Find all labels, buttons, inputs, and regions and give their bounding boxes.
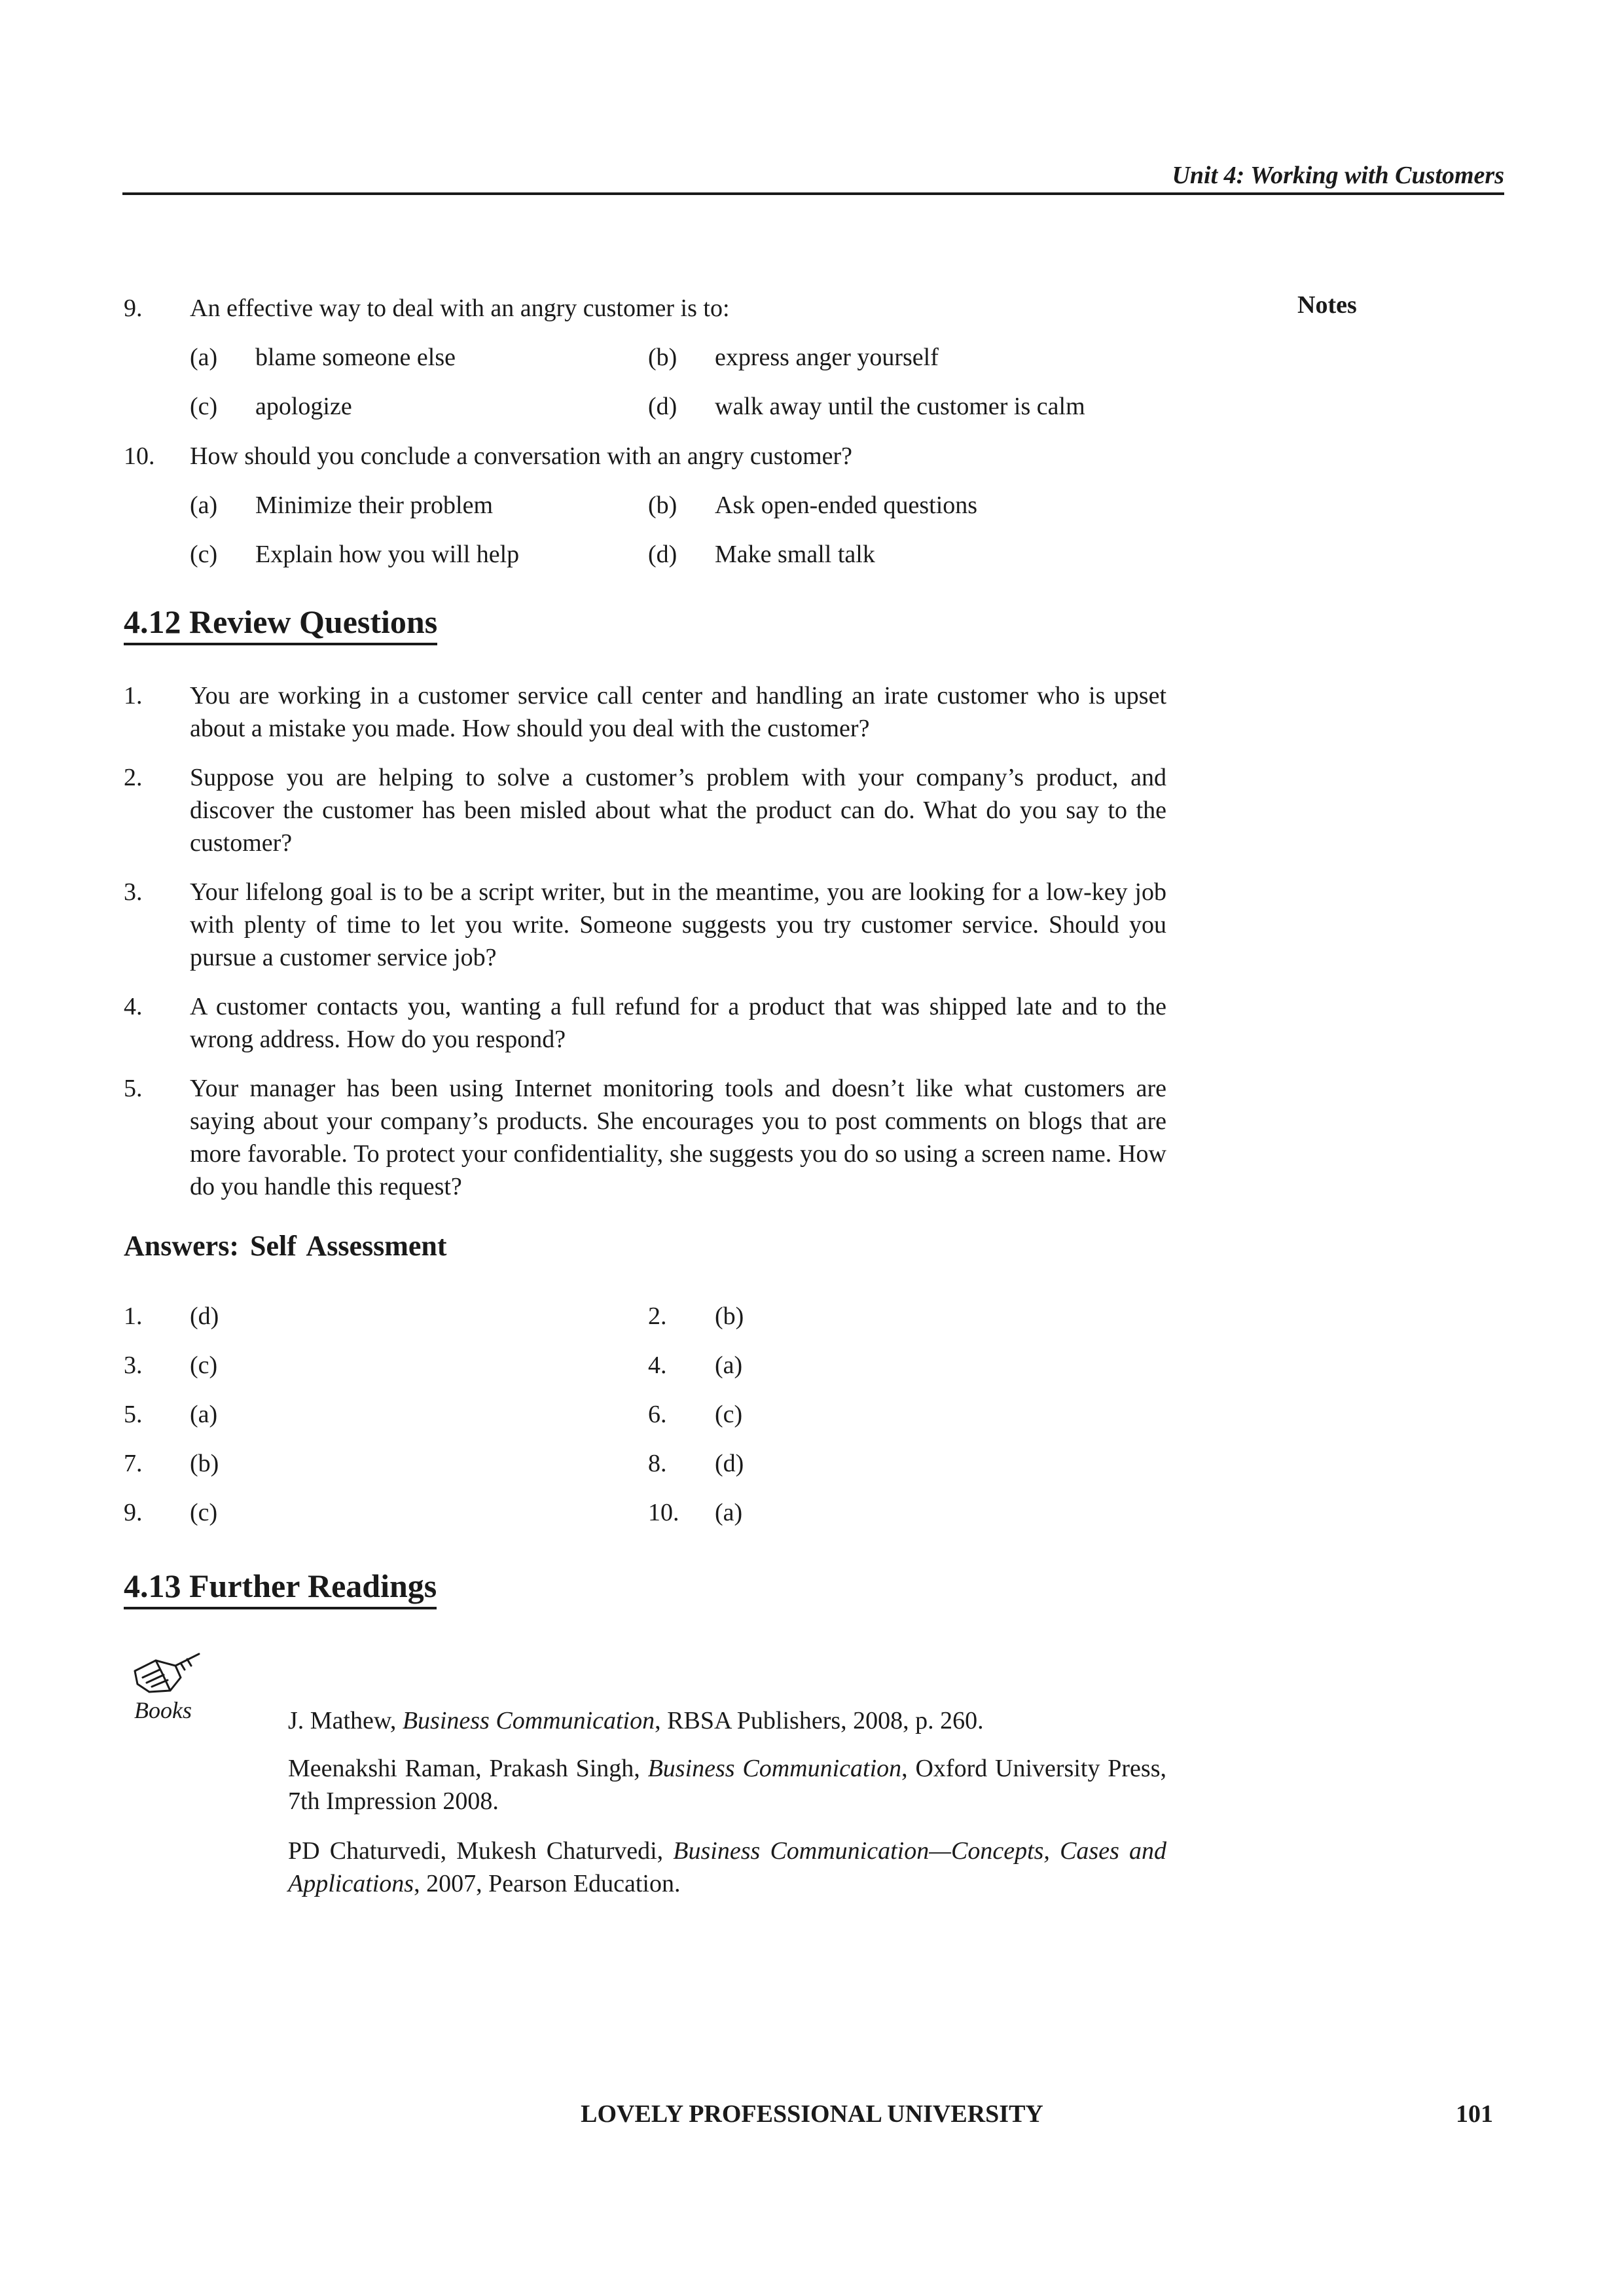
reference-publisher: , 2007, Pearson Education.	[414, 1870, 681, 1897]
option-key: (b)	[648, 344, 677, 371]
option-key: (b)	[648, 492, 677, 519]
reference-authors: J. Mathew,	[288, 1707, 403, 1734]
reference-entry	[288, 1835, 1166, 1900]
answer-value: (b)	[190, 1450, 219, 1477]
answer-number: 7.	[124, 1450, 143, 1477]
review-item-number: 4.	[124, 993, 143, 1020]
answer-row	[0, 1349, 1624, 1382]
answer-number: 2.	[648, 1302, 667, 1330]
question-number: 9.	[124, 295, 143, 322]
mcq-options-row	[0, 538, 1624, 571]
review-item-number: 3.	[124, 878, 143, 906]
review-item-text: You are working in a customer service call center and handling an irate customer who is upset about a mistake you made. How should you deal with the customer?	[190, 682, 1166, 742]
reference-title: Business Communication	[647, 1755, 902, 1782]
page-number: 101	[1456, 2100, 1493, 2128]
mcq-options-row	[0, 390, 1624, 423]
answer-row	[0, 1300, 1624, 1333]
answer-value: (a)	[715, 1499, 743, 1526]
books-label: Books	[134, 1697, 192, 1723]
answer-number: 1.	[124, 1302, 143, 1330]
header-rule	[122, 192, 1504, 195]
option-text: Minimize their problem	[255, 492, 494, 519]
answer-number: 6.	[648, 1401, 667, 1428]
answer-number: 4.	[648, 1352, 667, 1379]
answer-number: 8.	[648, 1450, 667, 1477]
option-key: (d)	[648, 541, 677, 568]
option-text: Explain how you will help	[255, 541, 520, 568]
option-key: (c)	[190, 393, 218, 420]
option-text: walk away until the customer is calm	[715, 393, 1085, 420]
answer-value: (c)	[190, 1499, 218, 1526]
books-hand-icon	[130, 1651, 205, 1704]
question-number: 10.	[124, 442, 155, 470]
review-item-text: Your lifelong goal is to be a script writer, but in the meantime, you are looking for a low-key job with plenty of time to let you write. Someone suggests you try customer service. Should you pursue a customer service job?	[190, 878, 1166, 971]
reference-publisher: , RBSA Publishers, 2008, p. 260.	[655, 1707, 984, 1734]
running-header: Unit 4: Working with Customers	[1172, 162, 1504, 189]
reference-title: Business Communication	[402, 1707, 655, 1734]
question-text: How should you conclude a conversation with an angry customer?	[190, 442, 853, 470]
answer-value: (d)	[190, 1302, 219, 1330]
option-key: (a)	[190, 492, 218, 519]
option-key: (c)	[190, 541, 218, 568]
answer-number: 3.	[124, 1352, 143, 1379]
reference-entry	[288, 1752, 1166, 1818]
option-text: blame someone else	[255, 344, 456, 371]
mcq-options-row	[0, 341, 1624, 374]
answer-value: (d)	[715, 1450, 744, 1477]
answer-row	[0, 1447, 1624, 1480]
review-item-text: Suppose you are helping to solve a customer’s problem with your company’s product, and discover the customer has been misled about what the product can do. What do you say to the customer?	[190, 764, 1166, 857]
answer-number: 9.	[124, 1499, 143, 1526]
answers-heading: Answers: Self Assessment	[124, 1230, 447, 1262]
mcq-question	[0, 292, 1624, 325]
review-item-text: Your manager has been using Internet monitoring tools and doesn’t like what customers are saying about your company’s products. She encourages you to post comments on blogs that are more favorable. To protect your confidentiality, she suggests you do so using a screen name. How do you handle this request?	[190, 1075, 1166, 1200]
review-item-number: 1.	[124, 682, 143, 709]
answer-value: (a)	[715, 1352, 743, 1379]
answer-row	[0, 1496, 1624, 1529]
reference-publisher: , Oxford University Press, 7th Impression 2008.	[288, 1755, 1166, 1815]
reference-title: Business Communication—Concepts, Cases and Applications	[288, 1837, 1166, 1897]
notes-margin-label: Notes	[1297, 291, 1357, 319]
reference-entry	[288, 1704, 1166, 1737]
answer-value: (a)	[190, 1401, 218, 1428]
option-text: express anger yourself	[715, 344, 939, 371]
review-item-text: A customer contacts you, wanting a full refund for a product that was shipped late and to the wrong address. How do you respond?	[190, 993, 1166, 1053]
review-item-number: 2.	[124, 764, 143, 791]
option-key: (a)	[190, 344, 218, 371]
option-text: Make small talk	[715, 541, 875, 568]
option-text: apologize	[255, 393, 352, 420]
mcq-options-row	[0, 489, 1624, 522]
question-text: An effective way to deal with an angry customer is to:	[190, 295, 730, 322]
answer-value: (b)	[715, 1302, 744, 1330]
answer-number: 5.	[124, 1401, 143, 1428]
mcq-question	[0, 440, 1624, 473]
section-heading-further-readings: 4.13 Further Readings	[124, 1566, 437, 1609]
footer-university: LOVELY PROFESSIONAL UNIVERSITY	[581, 2100, 1043, 2128]
answer-value: (c)	[190, 1352, 218, 1379]
answer-row	[0, 1398, 1624, 1431]
section-heading-review: 4.12 Review Questions	[124, 602, 437, 645]
answer-value: (c)	[715, 1401, 743, 1428]
option-key: (d)	[648, 393, 677, 420]
option-text: Ask open-ended questions	[715, 492, 978, 519]
review-item-number: 5.	[124, 1075, 143, 1102]
answer-number: 10.	[648, 1499, 679, 1526]
reference-authors: Meenakshi Raman, Prakash Singh,	[288, 1755, 648, 1782]
reference-authors: PD Chaturvedi, Mukesh Chaturvedi,	[288, 1837, 674, 1865]
